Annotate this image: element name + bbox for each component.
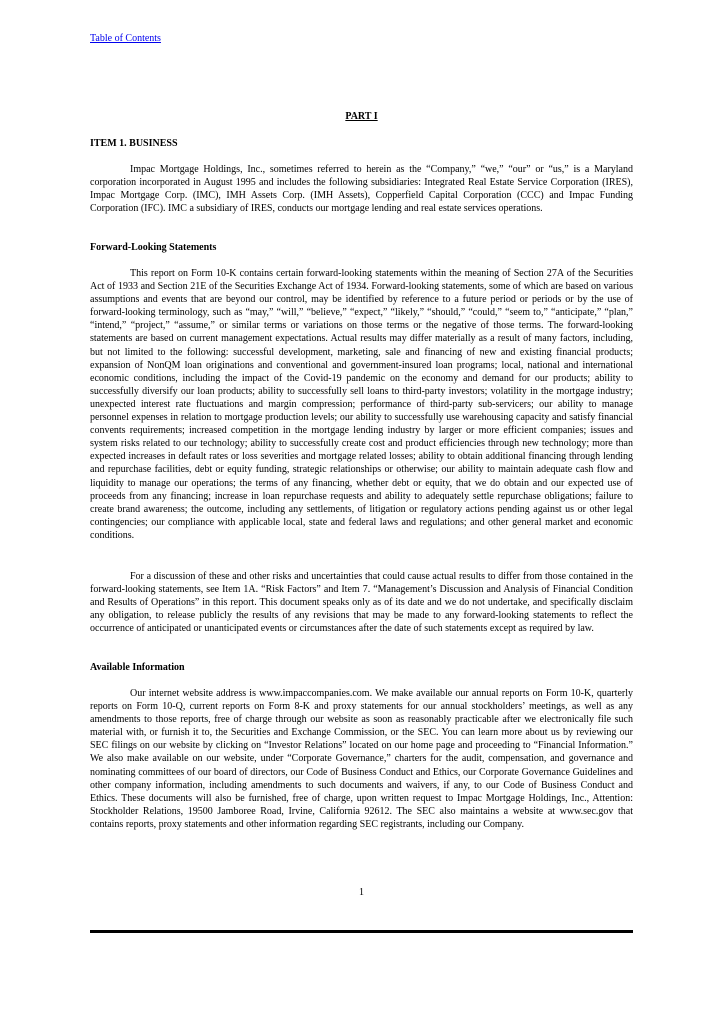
forward-looking-heading: Forward-Looking Statements — [90, 242, 217, 253]
forward-looking-paragraph-1: This report on Form 10-K contains certain forward-looking statements within the meaning of Section 27A of the Securities Act of 1933 and Section 21E of the Securities Exchange Act of 1934. Forward-looking statements, some of which are based on various assumptions and events that are beyond our control, may be identified by reference to a future period or periods or by the use of forward-looking terminology, such as “may,” “will,” “believe,” “expect,” “likely,” “should,” “could,” “seem to,” “anticipate,” “plan,” “intend,” “project,” “assume,” or similar terms or variations on those terms or the negative of those terms. The forward-looking statements are based on current management expectations. Actual results may differ materially as a result of many factors, including, but not limited to the following: successful development, marketing, sale and financing of new and existing financial products; expansion of NonQM loan originations and conventional and government-insured loan programs; local, national and international economic conditions, including the impact of the Covid-19 pandemic on the economy and demand for our products; ability to successfully diversify our loan products; ability to successfully sell loans to third-party investors; volatility in the mortgage industry; unexpected interest rate fluctuations and margin compression; performance of third-party sub-servicers; our ability to manage personnel expenses in relation to mortgage production levels; our ability to successfully use warehousing capacity and satisfy financial convents requirements; increased competition in the mortgage lending industry by larger or more efficient companies; issues and system risks related to our technology; ability to successfully create cost and product efficiencies through new technology; more than expected increases in default rates or loss severities and mortgage related losses; ability to obtain additional financing through lending and repurchase facilities, debt or equity funding, strategic relationships or otherwise; our ability to maintain adequate cash flow and liquidity to manage our operations; the terms of any financing, whether debt or equity, that we do obtain and our expected use of proceeds from any financing; increase in loan repurchase requests and ability to adequately settle repurchase obligations; failure to create brand awareness; the outcome, including any settlements, of litigation or regulatory actions pending against us or other legal contingencies; our compliance with applicable local, state and federal laws and regulations; and other general market and economic conditions. — [90, 268, 633, 541]
item1-intro-paragraph: Impac Mortgage Holdings, Inc., sometimes referred to herein as the “Company,” “we,” “our” or “us,” is a Maryland corporation incorporated in August 1995 and includes the following subsidiaries: Integrated Real Estate Service Corporation (IRES), Impac Mortgage Corp. (IMC), IMH Assets Corp. (IMH Assets), Copperfield Capital Corporation (CCC) and Impac Funding Corporation (IFC). IMC a subsidiary of IRES, conducts our mortgage lending and real estate services operations. — [90, 164, 633, 215]
available-information-heading: Available Information — [90, 662, 185, 673]
part-title: PART I — [345, 111, 378, 122]
page-divider — [90, 930, 633, 933]
forward-looking-paragraph-2: For a discussion of these and other risks and uncertainties that could cause actual results to differ from those contained in the forward-looking statements, see Item 1A. “Risk Factors” and Item 7. “Management’s Discussion and Analysis of Financial Condition and Results of Operations” in this report. This document speaks only as of its date and we do not undertake, and specifically disclaim any obligation, to release publicly the results of any revisions that may be made to any forward-looking statements to reflect the occurrence of anticipated or unanticipated events or circumstances after the date of such statements except as required by law. — [90, 571, 633, 635]
table-of-contents-link[interactable]: Table of Contents — [90, 33, 161, 44]
page-number: 1 — [359, 887, 364, 898]
available-information-paragraph: Our internet website address is www.impaccompanies.com. We make available our annual reports on Form 10-K, quarterly reports on Form 10-Q, current reports on Form 8-K and proxy statements for our annual stockholders’ meetings, as well as any amendments to those reports, free of charge through our website as soon as reasonably practicable after we electronically file such material with, or furnish it to, the Securities and Exchange Commission, or the SEC. You can learn more about us by reviewing our SEC filings on our website by clicking on “Investor Relations” located on our home page and proceeding to “Financial Information.” We also make available on our website, under “Corporate Governance,” charters for the audit, compensation, and governance and nominating committees of our board of directors, our Code of Business Conduct and Ethics, our Corporate Governance Guidelines and other company information, including amendments to such documents and waivers, if any, to our Code of Business Conduct and Ethics. These documents will also be furnished, free of charge, upon written request to Impac Mortgage Holdings, Inc., Attention: Stockholder Relations, 19500 Jamboree Road, Irvine, California 92612. The SEC also maintains a website at www.sec.gov that contains reports, proxy statements and other information regarding SEC registrants, including our Company. — [90, 688, 633, 830]
item1-heading: ITEM 1. BUSINESS — [90, 138, 178, 149]
